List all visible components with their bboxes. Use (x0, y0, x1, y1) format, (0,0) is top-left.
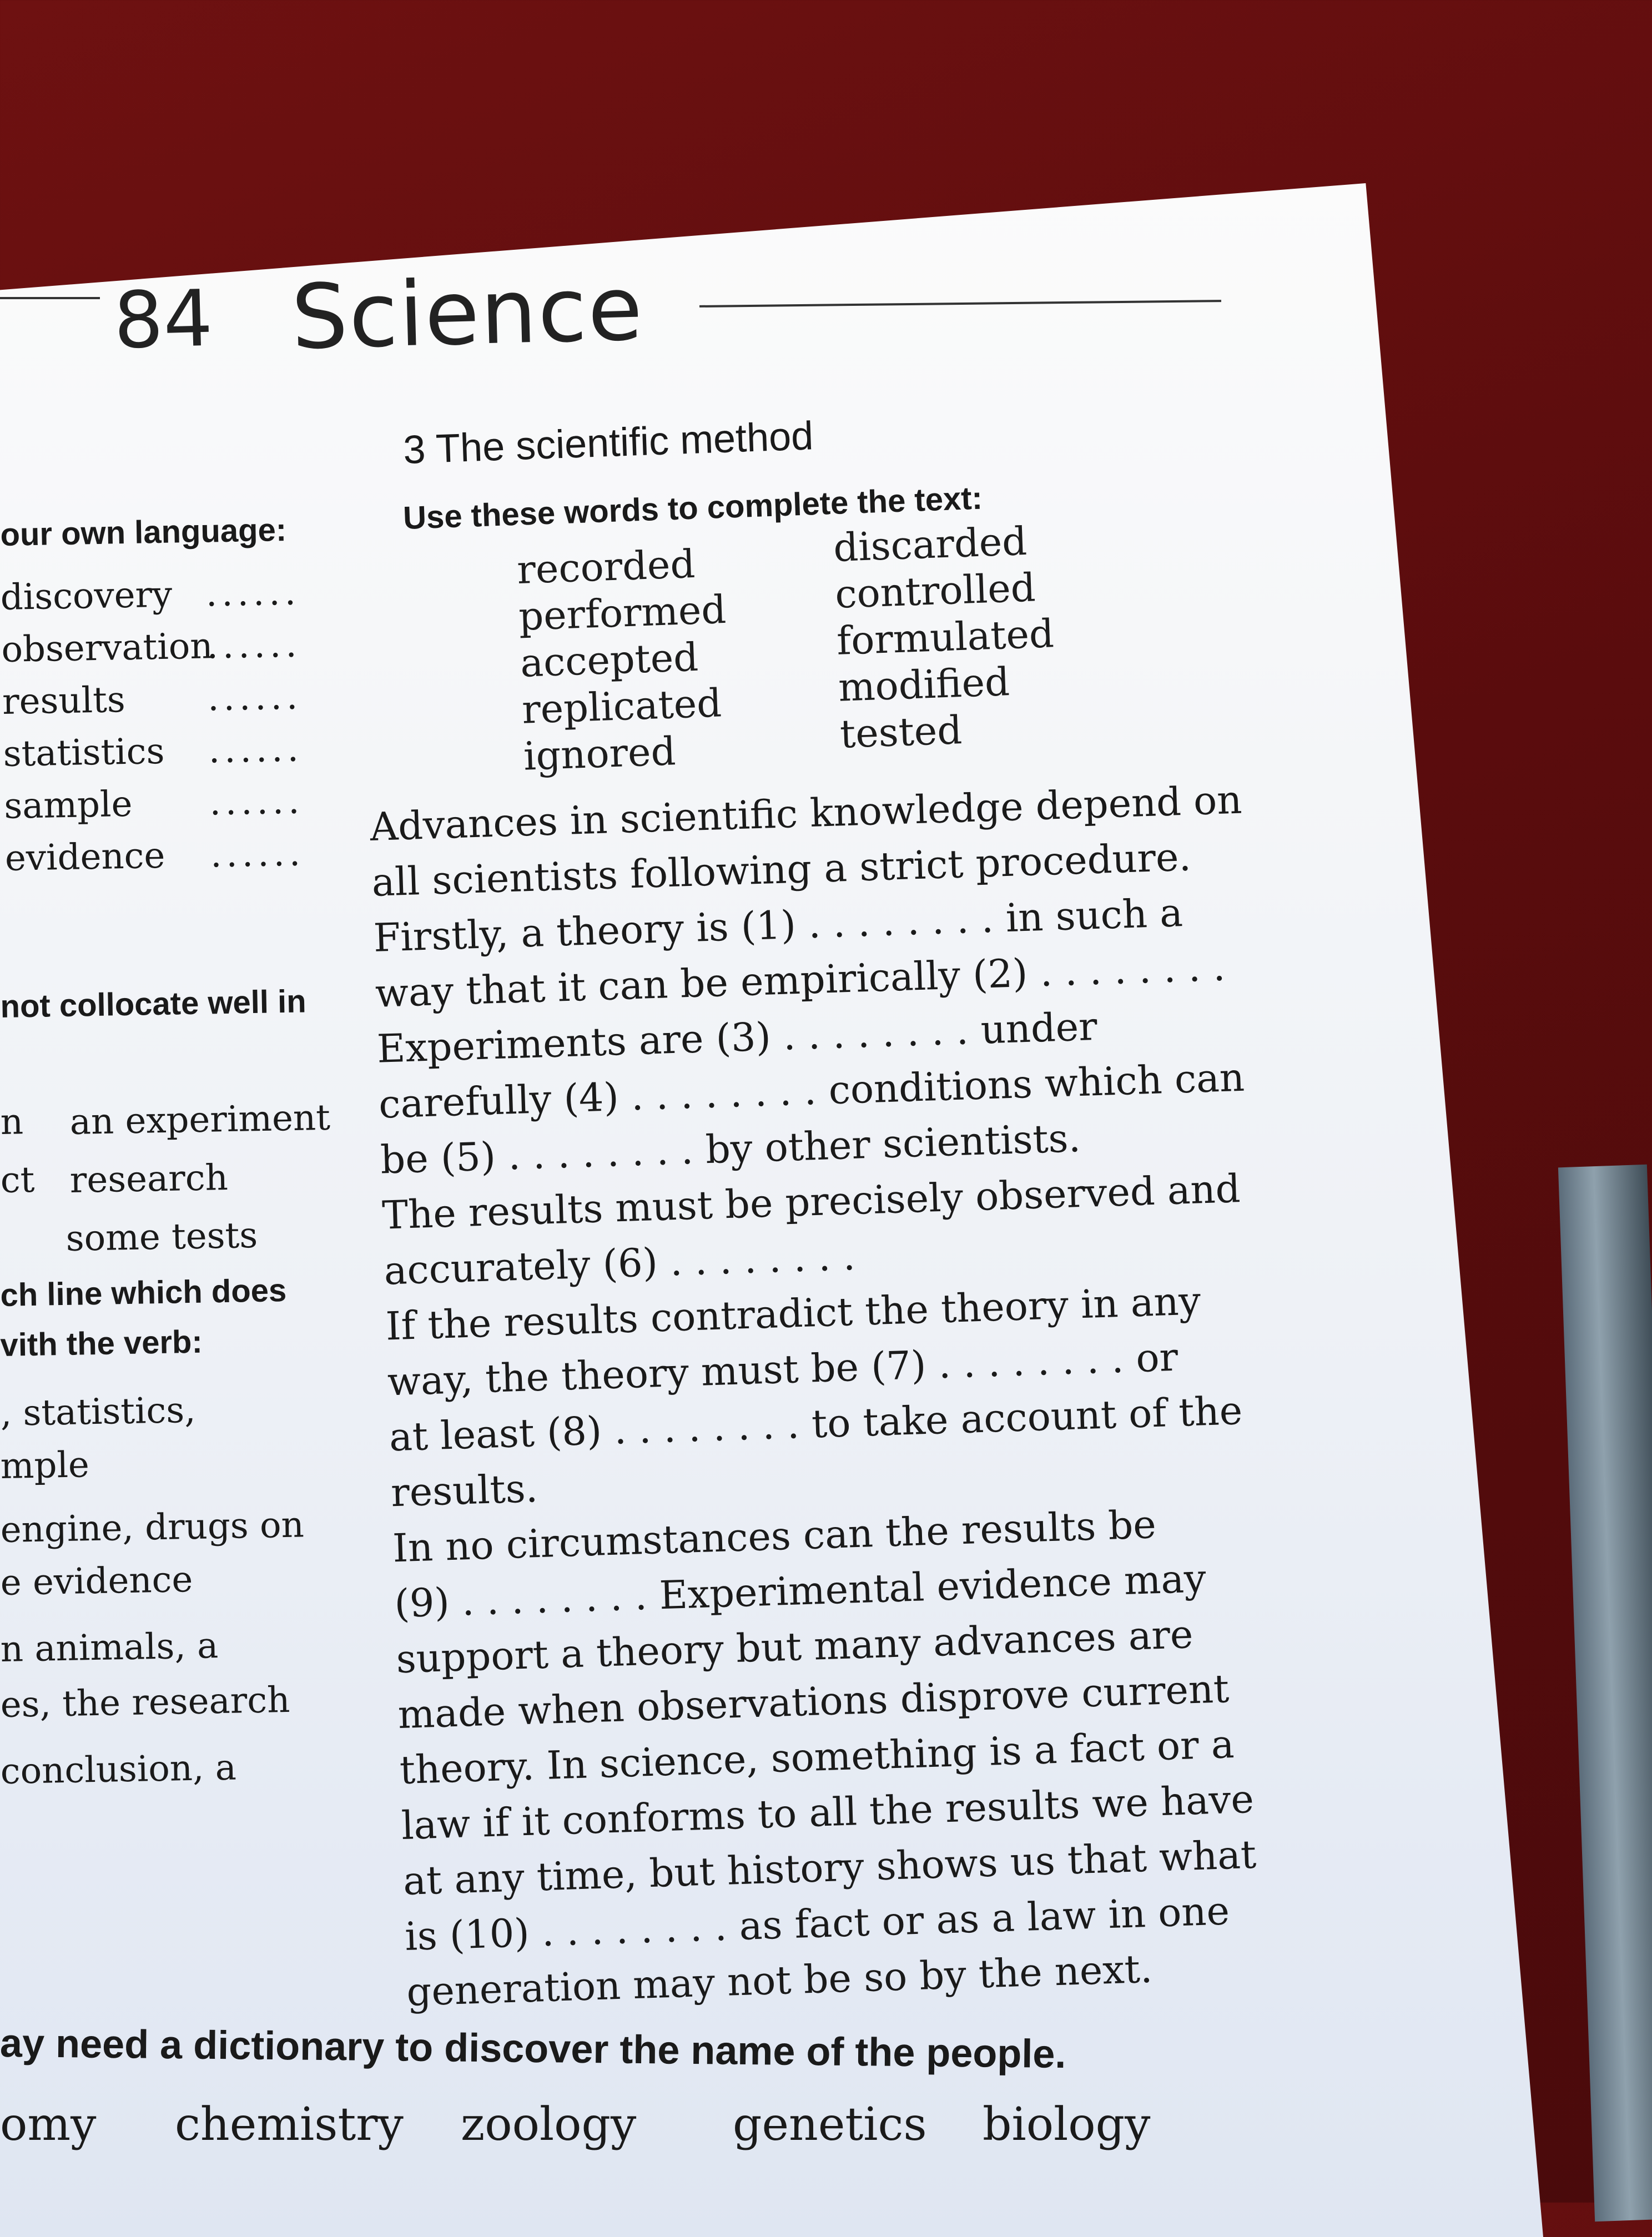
vocab-dots: ...... (207, 676, 303, 719)
vocab-word: discovery (0, 574, 173, 618)
word-bank-column-1 (516, 540, 732, 780)
page-number: 84 (112, 273, 214, 367)
collocate-heading: not collocate well in (0, 983, 307, 1025)
word-bank-item: replicated (521, 680, 723, 733)
vocab-word: sample (3, 783, 133, 827)
vocab-row (2, 672, 303, 728)
fragment: mple (0, 1444, 90, 1487)
collocation-noun: an experiment (69, 1097, 331, 1143)
word-bank-item: modified (837, 659, 1011, 711)
passage-line: at least (8) . . . . . . . . to take account of the (388, 1388, 1243, 1460)
vocab-dots: ...... (209, 780, 305, 824)
passage-line: all scientists following a strict procedure. (371, 834, 1192, 905)
word-bank-item: ignored (522, 728, 677, 779)
word-bank-item: accepted (519, 634, 699, 686)
passage-line: law if it conforms to all the results we have (400, 1776, 1255, 1849)
fragment: es, the research (0, 1679, 290, 1726)
passage-line: way that it can be empirically (2) . . . . . . . . (374, 944, 1226, 1016)
collocation-verb: ct (0, 1159, 36, 1201)
vocab-row (1, 620, 302, 676)
word-bank-item: formulated (835, 611, 1055, 664)
table-edge (1558, 1165, 1652, 2221)
word-bank-item: tested (839, 707, 963, 757)
section-title: 3 The scientific method (402, 414, 814, 472)
word-bank-item: discarded (833, 518, 1028, 571)
subject-word: chemistry (175, 2098, 404, 2151)
vocab-dots: ...... (206, 624, 302, 667)
passage-line: carefully (4) . . . . . . . . conditions which can (377, 1054, 1246, 1127)
vocab-word: results (2, 679, 126, 723)
vocab-list (0, 568, 305, 885)
vocab-row (3, 777, 305, 833)
passage-line: In no circumstances can the results be (392, 1502, 1157, 1571)
passage-line: Advances in scientific knowledge depend on (369, 777, 1243, 850)
passage-line: (9) . . . . . . . . Experimental evidence may (394, 1555, 1207, 1627)
word-bank-column-2 (833, 517, 1058, 757)
passage-line: is (10) . . . . . . . . as fact or as a law in one (404, 1888, 1231, 1959)
subject-word: zoology (461, 2098, 637, 2151)
vocab-word: statistics (3, 730, 165, 775)
collocation-verb: n (0, 1101, 24, 1143)
collocation-noun: research (69, 1157, 229, 1201)
vocab-dots: ...... (208, 728, 304, 772)
fragment: e evidence (0, 1559, 193, 1604)
header-rule-left (0, 297, 100, 299)
vocab-dots: ...... (210, 833, 305, 876)
passage-line: theory. In science, something is a fact or a (399, 1721, 1235, 1793)
gap-fill-passage (369, 772, 1273, 2020)
vocab-row (3, 724, 304, 780)
vocab-row (4, 829, 305, 885)
passage-line: results. (390, 1465, 539, 1516)
page-title: Science (290, 256, 645, 370)
vocab-word: evidence (4, 835, 165, 879)
word-bank-item: recorded (516, 541, 696, 593)
word-bank-item: performed (517, 586, 727, 639)
passage-line: Experiments are (3) . . . . . . . . under (376, 1004, 1098, 1072)
fragment: engine, drugs on (0, 1504, 305, 1551)
line-heading-1: ch line which does (0, 1272, 287, 1313)
fragment: conclusion, a (0, 1747, 237, 1792)
subject-word: genetics (733, 2098, 927, 2151)
line-heading-2: vith the verb: (0, 1323, 203, 1363)
vocab-word: observation (1, 626, 214, 671)
left-heading: our own language: (0, 512, 287, 553)
bottom-instruction: ay need a dictionary to discover the name of the people. (0, 2021, 1066, 2077)
section-instruction: Use these words to complete the text: (402, 480, 983, 536)
subject-word: omy (0, 2098, 97, 2151)
passage-line: way, the theory must be (7) . . . . . . . . or (386, 1334, 1179, 1405)
fragment: , statistics, (0, 1389, 197, 1434)
vocab-row (0, 568, 301, 624)
subject-word: biology (983, 2098, 1151, 2151)
collocation-noun: some tests (66, 1215, 258, 1259)
vocab-dots: ...... (205, 572, 301, 615)
passage-line: generation may not be so by the next. (406, 1946, 1154, 2015)
passage-line: If the results contradict the theory in any (385, 1278, 1202, 1349)
passage-line: Firstly, a theory is (1) . . . . . . . . in such a (372, 890, 1184, 961)
passage-line: at any time, but history shows us that what (402, 1831, 1257, 1905)
fragment: n animals, a (0, 1625, 219, 1670)
passage-line: support a theory but many advances are (395, 1611, 1194, 1682)
passage-line: The results must be precisely observed and (381, 1166, 1241, 1238)
passage-line: made when observations disprove current (397, 1666, 1230, 1738)
passage-line: accurately (6) . . . . . . . . (383, 1233, 856, 1294)
word-bank-item: controlled (834, 565, 1036, 617)
passage-line: be (5) . . . . . . . . by other scientists. (380, 1115, 1081, 1183)
